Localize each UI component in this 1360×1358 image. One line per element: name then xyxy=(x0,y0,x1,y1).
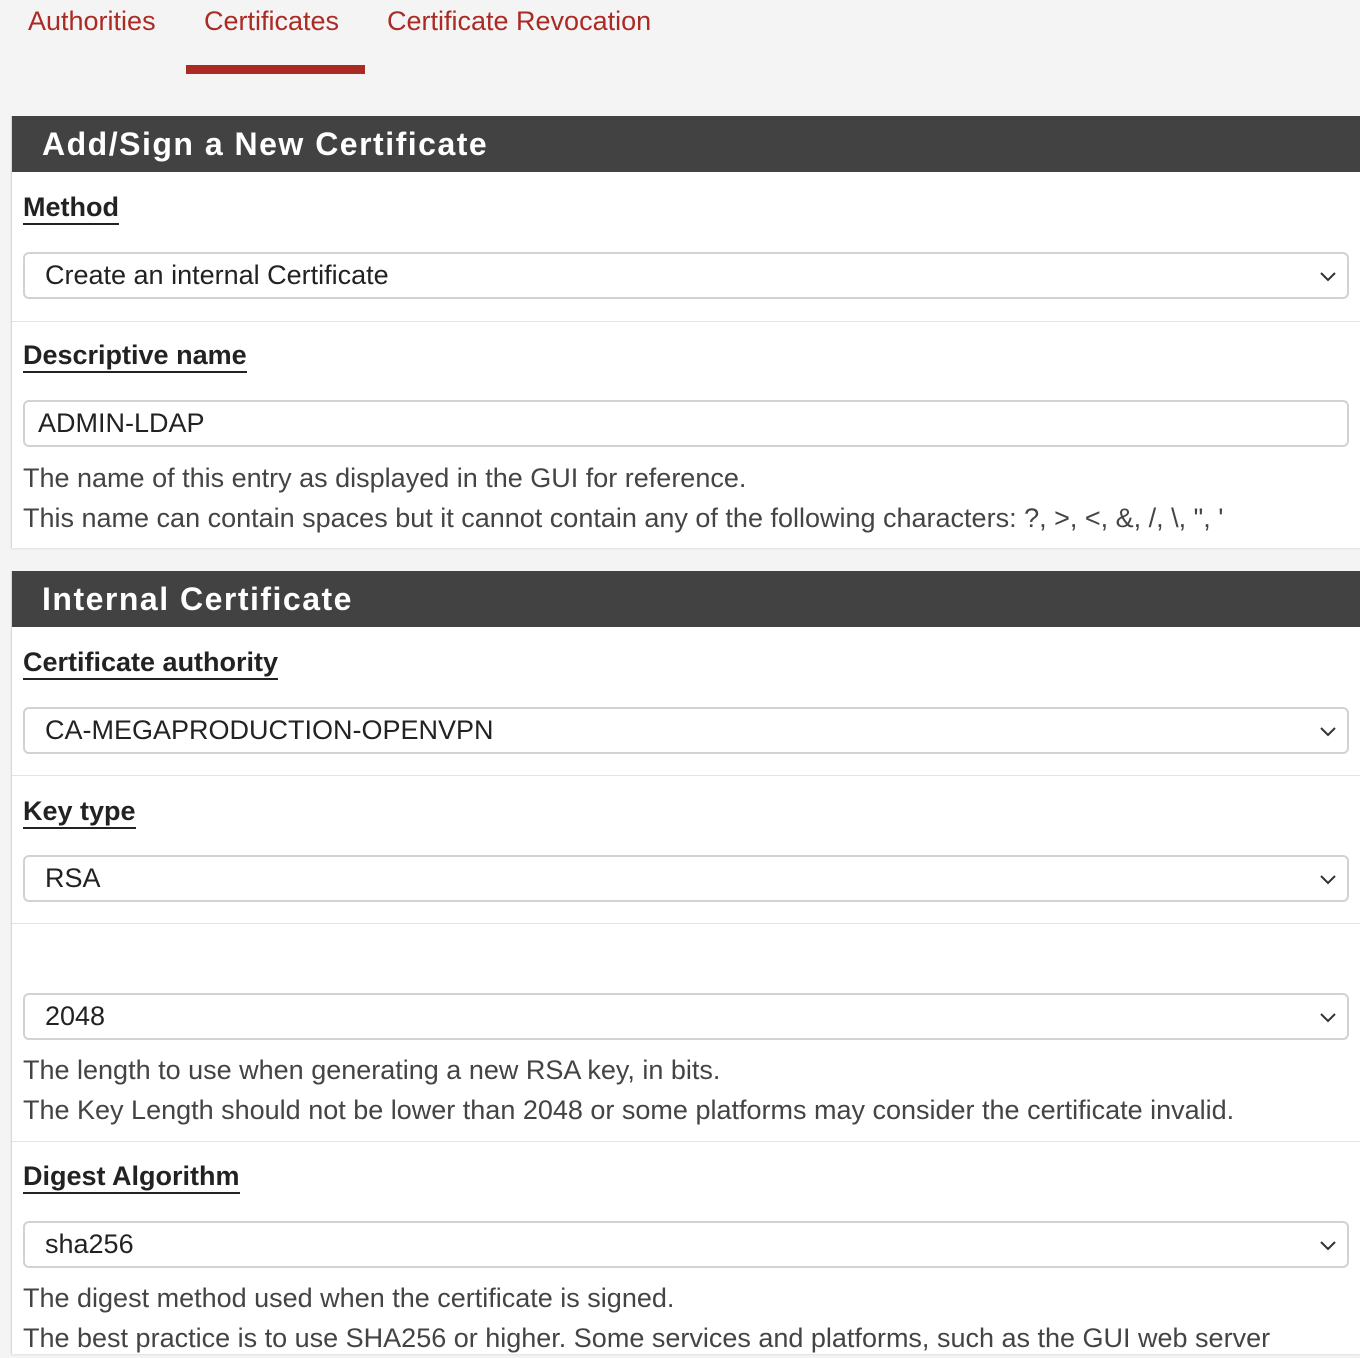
chevron-down-icon xyxy=(1319,1236,1337,1254)
descriptive-name-label: Descriptive name xyxy=(23,340,247,373)
tab-certificate-revocation[interactable]: Certificate Revocation xyxy=(387,6,652,36)
key-type-label: Key type xyxy=(23,796,136,829)
key-length-row xyxy=(12,924,1360,1142)
method-row xyxy=(12,172,1360,322)
descriptive-name-row xyxy=(12,322,1360,548)
key-type-select[interactable] xyxy=(23,855,1349,902)
chevron-down-icon xyxy=(1319,1008,1337,1026)
panel-title: Add/Sign a New Certificate xyxy=(12,116,1360,172)
chevron-down-icon xyxy=(1319,870,1337,888)
certificate-authority-select[interactable] xyxy=(23,707,1349,754)
digest-algorithm-row xyxy=(12,1142,1360,1354)
chevron-down-icon xyxy=(1319,267,1337,285)
key-length-value: 2048 xyxy=(45,1001,106,1031)
internal-certificate-panel xyxy=(11,571,1360,1354)
key-type-value: RSA xyxy=(45,863,101,893)
descriptive-name-input[interactable] xyxy=(23,400,1349,447)
digest-algorithm-help-2: The best practice is to use SHA256 or higher. Some services and platforms, such as the GUI web server xyxy=(23,1323,1271,1353)
digest-algorithm-select[interactable] xyxy=(23,1221,1349,1268)
method-label: Method xyxy=(23,192,119,225)
certificate-authority-value: CA-MEGAPRODUCTION-OPENVPN xyxy=(45,715,494,745)
digest-algorithm-help-1: The digest method used when the certificate is signed. xyxy=(23,1283,675,1313)
digest-algorithm-label: Digest Algorithm xyxy=(23,1161,240,1194)
tab-bar xyxy=(0,0,1360,100)
chevron-down-icon xyxy=(1319,722,1337,740)
method-select[interactable] xyxy=(23,252,1349,299)
tab-certificates[interactable]: Certificates xyxy=(204,6,340,36)
descriptive-name-value: ADMIN-LDAP xyxy=(38,408,205,438)
descriptive-name-help-1: The name of this entry as displayed in the GUI for reference. xyxy=(23,463,747,493)
certificate-authority-row xyxy=(12,627,1360,776)
certificate-authority-label: Certificate authority xyxy=(23,647,278,680)
key-length-help-2: The Key Length should not be lower than 2048 or some platforms may consider the certificate invalid. xyxy=(23,1095,1235,1125)
panel-title: Internal Certificate xyxy=(12,571,1360,627)
add-sign-certificate-panel xyxy=(11,116,1360,548)
digest-algorithm-value: sha256 xyxy=(45,1229,134,1259)
tab-authorities[interactable]: Authorities xyxy=(28,6,156,36)
active-tab-indicator xyxy=(186,65,365,74)
key-length-help-1: The length to use when generating a new RSA key, in bits. xyxy=(23,1055,721,1085)
key-type-row xyxy=(12,776,1360,924)
key-length-select[interactable] xyxy=(23,993,1349,1040)
method-select-value: Create an internal Certificate xyxy=(45,260,389,290)
descriptive-name-help-2: This name can contain spaces but it cannot contain any of the following characters: ?, >, <, &, /, \, ", ' xyxy=(23,503,1224,533)
